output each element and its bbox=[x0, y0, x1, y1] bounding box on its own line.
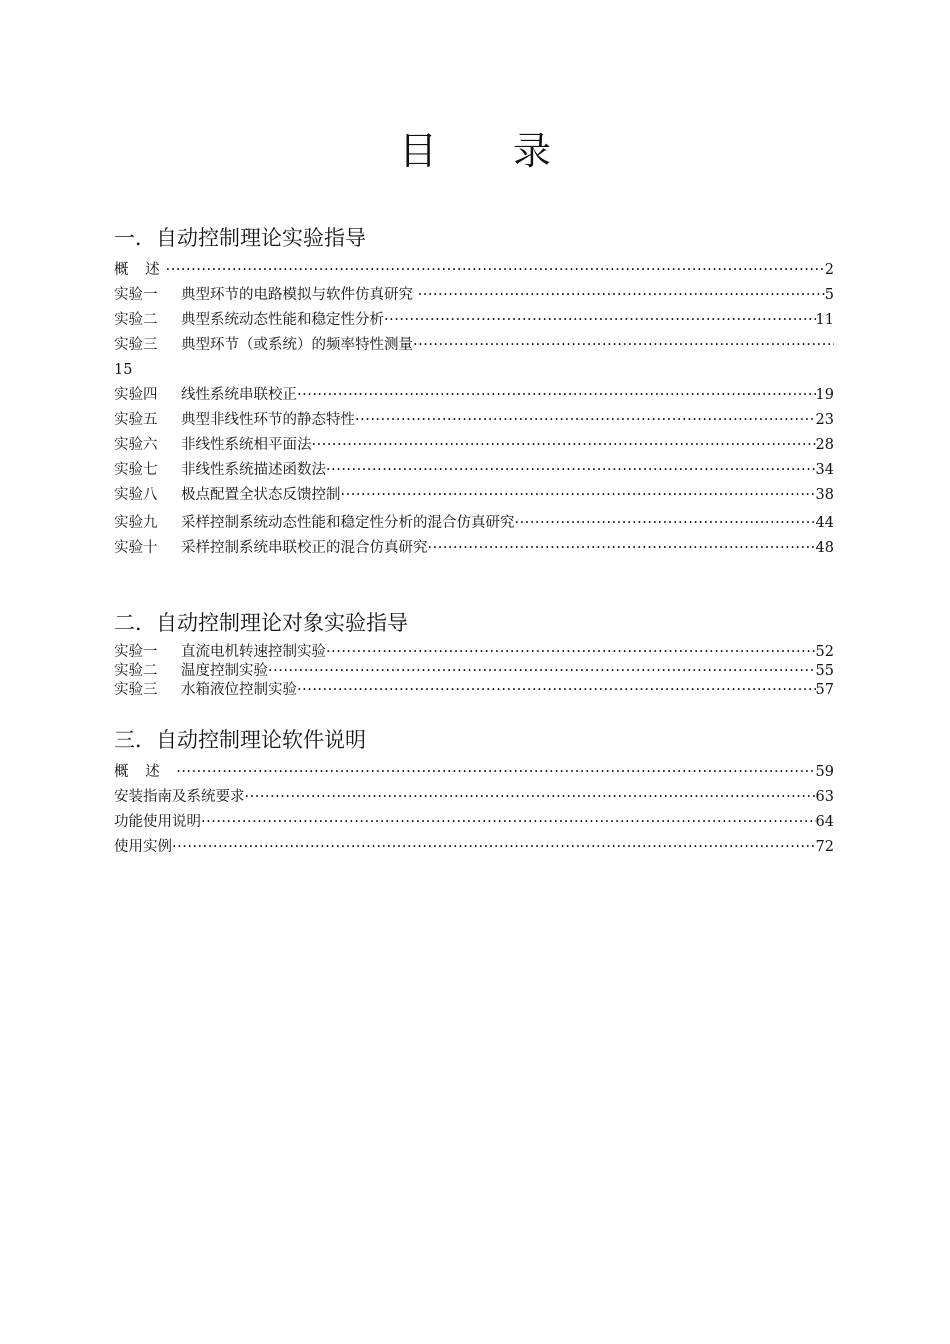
dot-leader bbox=[355, 408, 816, 433]
toc-page-number: 38 bbox=[815, 487, 834, 503]
toc-entry-title: 典型环节的电路模拟与软件仿真研究 bbox=[181, 287, 418, 303]
toc-entry-title: 概 述 bbox=[114, 262, 166, 278]
toc-entry-title: 功能使用说明 bbox=[114, 814, 201, 830]
toc-page-number: 52 bbox=[815, 644, 834, 660]
toc-list bbox=[114, 760, 834, 860]
toc-page-number-wrapped: 15 bbox=[114, 362, 133, 378]
toc-entry-title: 温度控制实验 bbox=[181, 663, 268, 679]
toc-page-number: 34 bbox=[815, 462, 834, 478]
dot-leader bbox=[201, 810, 816, 835]
section-heading: 三．自动控制理论软件说明 bbox=[114, 728, 366, 752]
toc-entry-experiment-5[interactable] bbox=[114, 408, 834, 433]
toc-entry-experiment-3[interactable] bbox=[114, 333, 834, 358]
toc-entry-title: 直流电机转速控制实验 bbox=[181, 644, 326, 660]
toc-entry-experiment-4[interactable] bbox=[114, 383, 834, 408]
toc-entry-title: 水箱液位控制实验 bbox=[181, 682, 297, 698]
toc-entry-prefix: 实验三 bbox=[114, 337, 158, 353]
toc-entry-install-guide[interactable] bbox=[114, 785, 834, 810]
dot-leader bbox=[515, 511, 816, 536]
toc-entry-title: 概 述 bbox=[114, 764, 177, 780]
toc-entry-experiment-1[interactable] bbox=[114, 283, 834, 308]
toc-entry-title: 典型非线性环节的静态特性 bbox=[181, 412, 355, 428]
toc-entry-title: 极点配置全状态反馈控制 bbox=[181, 487, 341, 503]
toc-page-number: 2 bbox=[824, 262, 834, 278]
toc-entry-object-experiment-3[interactable] bbox=[114, 681, 834, 700]
toc-list bbox=[114, 643, 834, 700]
toc-page-number: 28 bbox=[815, 437, 834, 453]
toc-entry-title: 线性系统串联校正 bbox=[181, 387, 297, 403]
dot-leader bbox=[297, 681, 816, 700]
toc-entry-prefix: 实验二 bbox=[114, 663, 158, 679]
toc-page-number: 48 bbox=[815, 540, 834, 556]
dot-leader bbox=[428, 536, 816, 561]
dot-leader bbox=[166, 258, 825, 283]
toc-section-2 bbox=[114, 609, 834, 700]
toc-entry-title: 典型环节（或系统）的频率特性测量 bbox=[181, 337, 413, 353]
toc-entry-title: 非线性系统相平面法 bbox=[181, 437, 312, 453]
toc-page-number: 55 bbox=[815, 663, 834, 679]
toc-entry-prefix: 实验十 bbox=[114, 540, 158, 556]
toc-page-number: 72 bbox=[815, 839, 834, 855]
toc-page-number: 11 bbox=[815, 312, 834, 328]
toc-entry-prefix: 实验八 bbox=[114, 487, 158, 503]
toc-page-number: 23 bbox=[815, 412, 834, 428]
toc-entry-object-experiment-2[interactable] bbox=[114, 662, 834, 681]
toc-entry-prefix: 实验四 bbox=[114, 387, 158, 403]
dot-leader bbox=[384, 308, 816, 333]
section-heading: 二．自动控制理论对象实验指导 bbox=[114, 611, 408, 635]
dot-leader bbox=[268, 662, 816, 681]
dot-leader bbox=[172, 835, 816, 860]
toc-entry-function-usage[interactable] bbox=[114, 810, 834, 835]
toc-page-number: 63 bbox=[815, 789, 834, 805]
dot-leader bbox=[418, 283, 825, 308]
section-heading: 一．自动控制理论实验指导 bbox=[114, 226, 366, 250]
toc-entry-overview[interactable] bbox=[114, 258, 834, 283]
toc-entry-experiment-7[interactable] bbox=[114, 458, 834, 483]
toc-entry-prefix: 实验七 bbox=[114, 462, 158, 478]
toc-section-1 bbox=[114, 224, 834, 561]
toc-entry-title: 采样控制系统动态性能和稳定性分析的混合仿真研究 bbox=[181, 515, 515, 531]
toc-entry-prefix: 实验五 bbox=[114, 412, 158, 428]
toc-page-number: 57 bbox=[815, 682, 834, 698]
toc-entry-experiment-2[interactable] bbox=[114, 308, 834, 333]
toc-entry-software-overview[interactable] bbox=[114, 760, 834, 785]
toc-entry-experiment-9[interactable] bbox=[114, 511, 834, 536]
toc-entry-title: 非线性系统描述函数法 bbox=[181, 462, 326, 478]
dot-leader bbox=[326, 458, 816, 483]
toc-entry-title: 使用实例 bbox=[114, 839, 172, 855]
dot-leader bbox=[176, 760, 815, 785]
toc-section-3 bbox=[114, 726, 834, 860]
dot-leader bbox=[413, 333, 834, 358]
toc-entry-prefix: 实验六 bbox=[114, 437, 158, 453]
dot-leader bbox=[312, 433, 816, 458]
toc-entry-prefix: 实验一 bbox=[114, 287, 158, 303]
toc-entry-usage-examples[interactable] bbox=[114, 835, 834, 860]
toc-entry-prefix: 实验二 bbox=[114, 312, 158, 328]
toc-page-number: 64 bbox=[815, 814, 834, 830]
toc-entry-experiment-10[interactable] bbox=[114, 536, 834, 561]
toc-page-number: 19 bbox=[815, 387, 834, 403]
toc-entry-prefix: 实验三 bbox=[114, 682, 158, 698]
toc-entry-title: 采样控制系统串联校正的混合仿真研究 bbox=[181, 540, 428, 556]
dot-leader bbox=[297, 383, 816, 408]
toc-entry-prefix: 实验九 bbox=[114, 515, 158, 531]
toc-entry-title: 安装指南及系统要求 bbox=[114, 789, 245, 805]
dot-leader bbox=[341, 483, 816, 508]
page-title: 目 录 bbox=[398, 129, 584, 173]
dot-leader bbox=[326, 643, 816, 662]
toc-entry-object-experiment-1[interactable] bbox=[114, 643, 834, 662]
toc-entry-prefix: 实验一 bbox=[114, 644, 158, 660]
toc-entry-experiment-6[interactable] bbox=[114, 433, 834, 458]
toc-entry-experiment-8[interactable] bbox=[114, 483, 834, 508]
toc-page-number: 5 bbox=[824, 287, 834, 303]
toc-entry-title: 典型系统动态性能和稳定性分析 bbox=[181, 312, 384, 328]
toc-page-number: 44 bbox=[815, 515, 834, 531]
toc-list bbox=[114, 258, 834, 561]
dot-leader bbox=[245, 785, 816, 810]
toc-page-number: 59 bbox=[815, 764, 834, 780]
